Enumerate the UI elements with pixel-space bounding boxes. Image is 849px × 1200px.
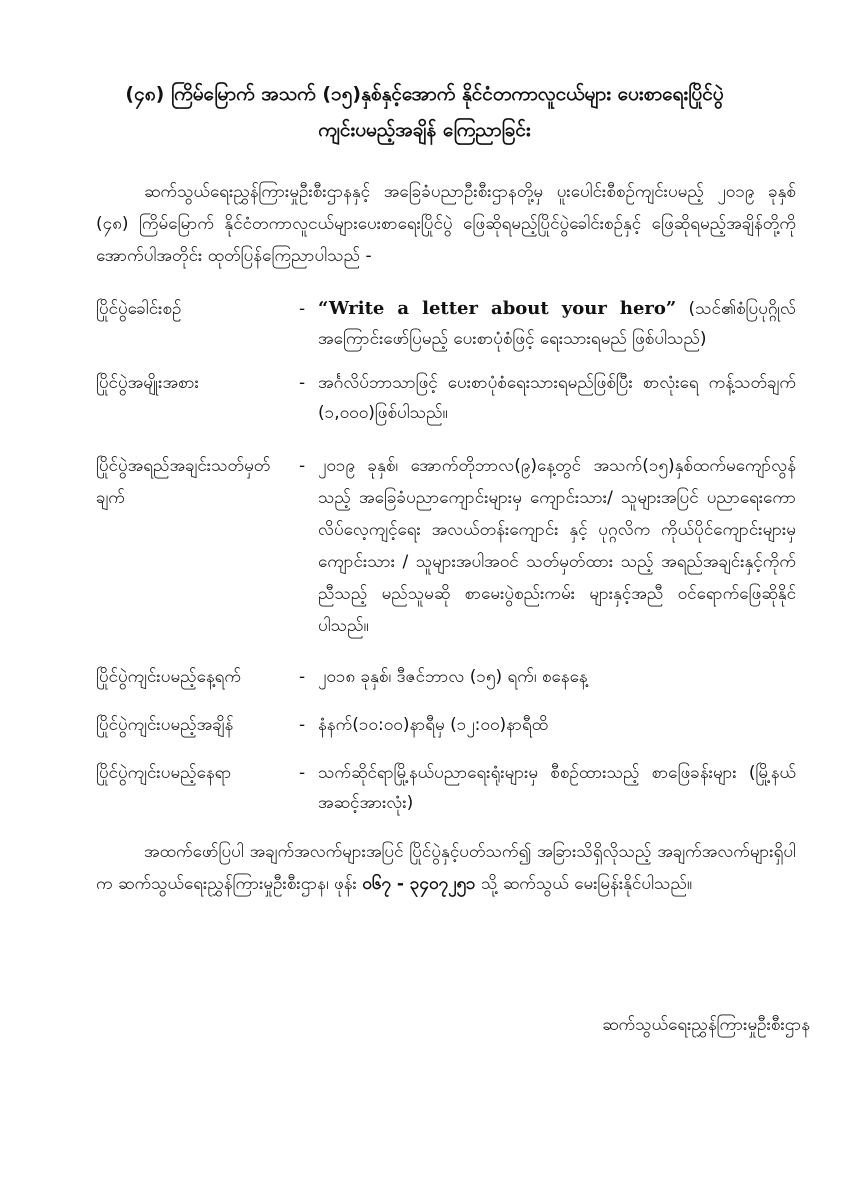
row-value: ၂၀၁၈ ခုနှစ်၊ ဒီဇင်ဘာလ (၁၅) ရက်၊ စနေနေ့ xyxy=(318,667,588,687)
row-label: ပြိုင်ပွဲကျင်းပမည့်နေရာ xyxy=(96,763,232,783)
row-value: နံနက်(၁၀:၀၀)နာရီမှ (၁၂:၀၀)နာရီထိ xyxy=(318,715,549,735)
row-label: ပြိုင်ပွဲကျင်းပမည့်နေ့ရက် xyxy=(96,667,242,687)
row-value: အင်္ဂလိပ်ဘာသာဖြင့် ပေးစာပုံစံရေးသားရမည်ဖြစ်ပြီး စာလုံးရေ ကန့်သတ်ချက် (၁,၀၀၀)ဖြစ်ပါသည်။ xyxy=(318,373,796,423)
row-value: သက်ဆိုင်ရာမြို့နယ်ပညာရေးရုံးများမှ စီစဉ်ထားသည့် စာဖြေခန်းများ (မြို့နယ်အဆင့်အားလုံး) xyxy=(318,763,796,813)
row-value xyxy=(318,294,796,354)
row-label: ပြိုင်ပွဲအမျိုးအစား xyxy=(96,373,199,393)
row-dash: - xyxy=(299,456,306,476)
topic-description: (သင်၏စံပြပုဂ္ဂိုလ်အကြောင်းဖော်ပြမည့် ပေးစာပုံစံဖြင့် ရေးသားရမည် ဖြစ်ပါသည်) xyxy=(318,299,796,349)
row-value: ၂၀၁၉ ခုနှစ်၊ အောက်တိုဘာလ(၉)နေ့တွင် အသက်(၁၅)နှစ်ထက်မကျော်လွန်သည့် အခြေခံပညာကျောင်းများမှ ကျောင်းသား/ သူများအပြင် ပညာရေးကောလိပ်လေ့ကျင့်ရေး အလယ်တန်းကျောင်း နှင့် ပုဂ္ဂလိက ကိုယ်ပိုင်ကျောင်းများမှ ကျောင်းသား / သူများအပါအဝင် သတ်မှတ်ထား သည့် အရည်အချင်းနှင့်ကိုက်ညီသည့် မည်သူမဆို စာမေးပွဲစည်းကမ်း များနှင့်အညီ ဝင်ရောက်ဖြေဆိုနိုင်ပါသည်။ xyxy=(318,456,796,636)
contact-phone: ၀၆၇ - ၃၄၀၇၂၅၁ xyxy=(362,874,476,894)
row-dash: - xyxy=(299,667,306,687)
topic-title: “Write a letter about your hero” xyxy=(318,298,677,319)
row-dash: - xyxy=(299,763,306,783)
row-dash: - xyxy=(299,715,306,735)
closing-text: အထက်ဖော်ပြပါ အချက်အလက်များအပြင် ပြိုင်ပွဲနှင့်ပတ်သက်၍ အခြားသိရှိလိုသည့် အချက်အလက်များရှိပါက ဆက်သွယ်ရေးညွှန်ကြားမှုဦးစီးဌာန၊ ဖုန်း xyxy=(96,842,796,894)
closing-paragraph xyxy=(96,836,796,900)
row-label: ပြိုင်ပွဲခေါင်းစဉ် xyxy=(96,299,182,319)
issuing-department-signature: ဆက်သွယ်ရေးညွှန်ကြားမှုဦးစီးဌာန xyxy=(602,1015,810,1035)
document-title-line-1: (၄၈) ကြိမ်မြောက် အသက် (၁၅)နှစ်နှင့်အောက် နိုင်ငံတကာလူငယ်များ ပေးစာရေးပြိုင်ပွဲ xyxy=(125,83,724,105)
closing-tail: သို့ ဆက်သွယ် မေးမြန်းနိုင်ပါသည်။ xyxy=(481,874,693,894)
row-dash: - xyxy=(299,373,306,393)
row-label: ပြိုင်ပွဲကျင်းပမည့်အချိန် xyxy=(96,715,234,735)
document-title-line-2: ကျင်းပမည့်အချိန် ကြေညာခြင်း xyxy=(318,119,531,141)
row-dash: - xyxy=(299,299,306,319)
intro-paragraph: ဆက်သွယ်ရေးညွှန်ကြားမှုဦးစီးဌာနနှင့် အခြေခံပညာဦးစီးဌာနတို့မှ ပူးပေါင်းစီစဉ်ကျင်းပမည့် ၂၀၁၉ ခုနှစ် (၄၈) ကြိမ်မြောက် နိုင်ငံတကာလူငယ်များပေးစာရေးပြိုင်ပွဲ ဖြေဆိုရမည့်ပြိုင်ပွဲခေါင်းစဉ်နှင့် ဖြေဆိုရမည့်အချိန်တို့ကို အောက်ပါအတိုင်း ထုတ်ပြန်ကြေညာပါသည် - xyxy=(96,182,796,266)
row-label: ပြိုင်ပွဲအရည်အချင်းသတ်မှတ်ချက် xyxy=(96,456,271,508)
